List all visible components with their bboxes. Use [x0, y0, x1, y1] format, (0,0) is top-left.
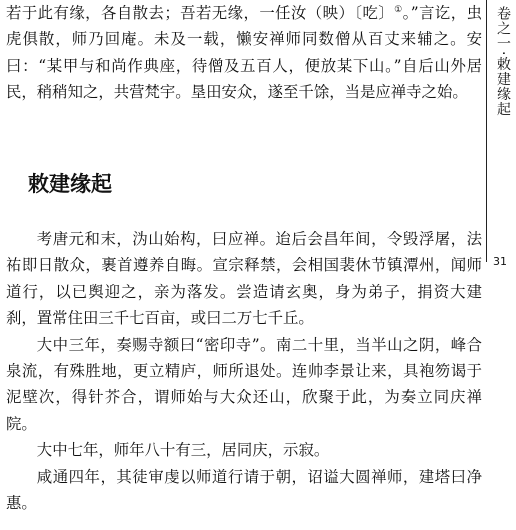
opening-paragraph [6, 0, 482, 106]
body-paragraph: 大中三年，奏赐寺额曰“密印寺”。南二十里，当半山之阴，峰合泉流，有殊胜地，更立精庐，师所退处。连帅李景让来，具袍笏谒于泥壁次，得针芥合，谓师始与大众还山，欣聚于此，为奏立同庆禅院。 [6, 335, 482, 433]
margin-divider [486, 0, 487, 262]
section-title: 敕建缘起 [28, 172, 112, 196]
section-body [6, 226, 482, 516]
footnote-marker: ① [394, 4, 403, 15]
running-head: 卷之一·敕建缘起 [495, 6, 511, 117]
body-paragraph: 大中七年，师年八十有三，居同庆，示寂。 [36, 441, 330, 460]
opening-paragraph-text-continued: 。”言讫，虫虎俱散，师乃回庵。未及一载，懒安禅师同数僧从百丈来辅之。安曰：“某甲与和尚作典座，待僧及五百人，便放某下山。”自后山外居民，稍稍知之，共营梵宇。垦田安众，遂至千馀，当是应禅寺之始。 [6, 4, 482, 102]
opening-paragraph-text: 若于此有缘，各自散去；吾若无缘，一任汝（映）〔吃〕 [6, 4, 395, 22]
opening-passage [6, 0, 482, 106]
body-paragraph: 考唐元和末，沩山始构，曰应禅。迨后会昌年间，令毁浮屠，法祐即日散众，裹首遵养自晦。宣宗释禁，会相国裴休节镇潭州，闻师道行，以已舆迎之，亲为落发。尝造请玄奥，身为弟子，捐资大建刹，置常住田三千七百亩，或曰二万七千丘。 [6, 230, 482, 328]
page-number: 31 [493, 255, 507, 268]
body-paragraph: 咸通四年，其徒审虔以师道行请于朝，诏谥大圆禅师，建塔曰净惠。 [6, 467, 482, 513]
